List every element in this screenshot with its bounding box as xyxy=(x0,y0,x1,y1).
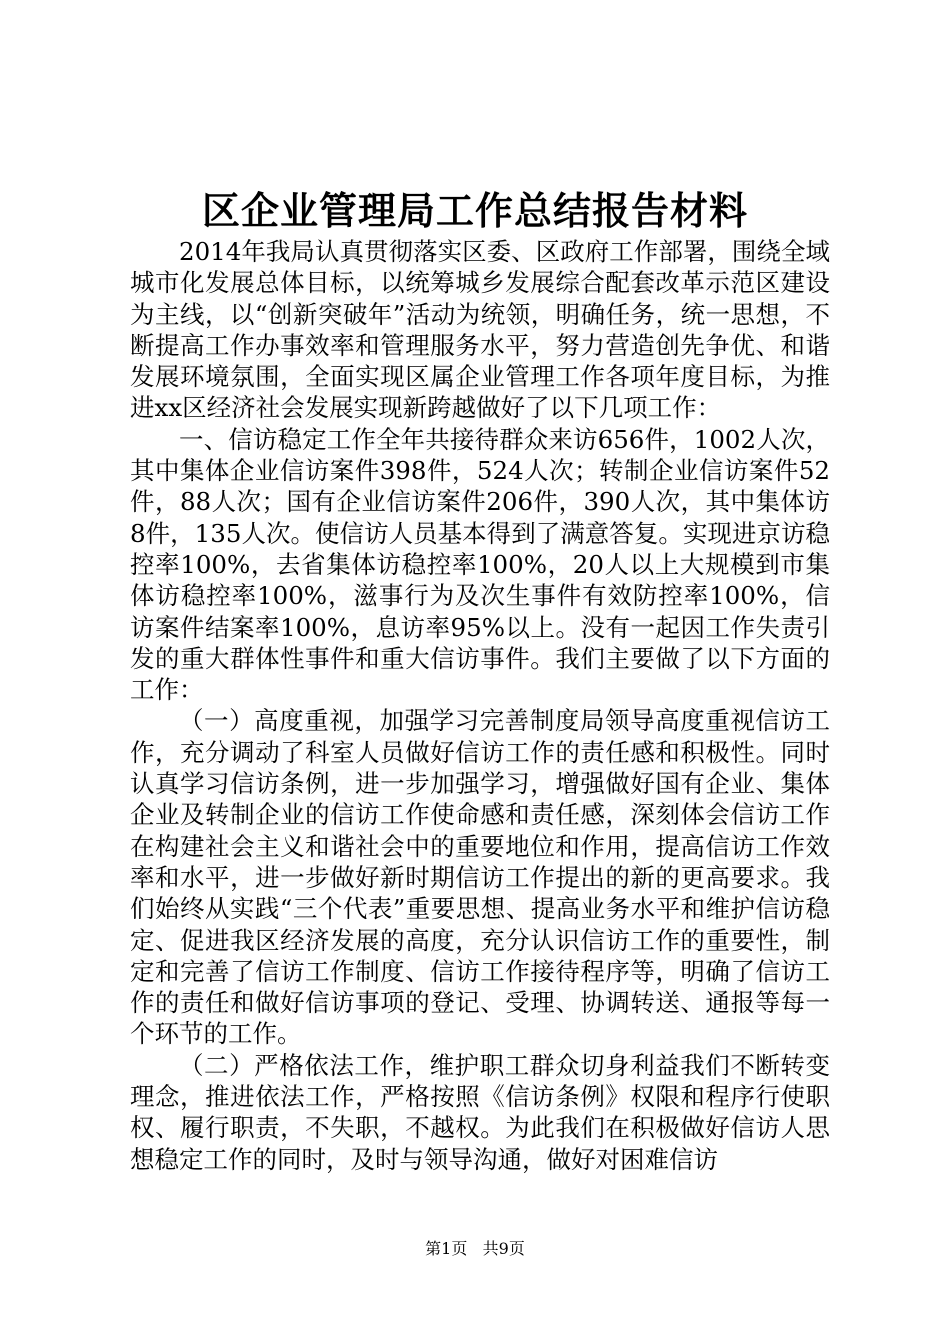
paragraph-subsection-two: （二）严格依法工作，维护职工群众切身利益我们不断转变理念，推进依法工作，严格按照《信访条例》权限和程序行使职权、履行职责，不失职，不越权。为此我们在积极做好信访人思想稳定工作的同时，及时与领导沟通，做好对困难信访 xyxy=(130,1050,830,1174)
document-title: 区企业管理局工作总结报告材料 xyxy=(201,188,748,233)
paragraph-intro: 2014年我局认真贯彻落实区委、区政府工作部署，围绕全域城市化发展总体目标，以统筹城乡发展综合配套改革示范区建设为主线，以“创新突破年”活动为统领，明确任务，统一思想，不断提高工作办事效率和管理服务水平，努力营造创先争优、和谐发展环境氛围，全面实现区属企业管理工作各项年度目标，为推进xx区经济社会发展实现新跨越做好了以下几项工作： xyxy=(130,237,830,423)
page-separator xyxy=(472,1239,477,1258)
page-number: 第1页 xyxy=(425,1239,468,1258)
total-pages: 共9页 xyxy=(482,1239,525,1258)
page-footer xyxy=(0,1238,950,1260)
document-body xyxy=(130,236,830,1175)
paragraph-subsection-one: （一）高度重视，加强学习完善制度局领导高度重视信访工作，充分调动了科室人员做好信访工作的责任感和积极性。同时认真学习信访条例，进一步加强学习，增强做好国有企业、集体企业及转制企业的信访工作使命感和责任感，深刻体会信访工作在构建社会主义和谐社会中的重要地位和作用，提高信访工作效率和水平，进一步做好新时期信访工作提出的新的更高要求。我们始终从实践“三个代表”重要思想、提高业务水平和维护信访稳定、促进我区经济发展的高度，充分认识信访工作的重要性，制定和完善了信访工作制度、信访工作接待程序等，明确了信访工作的责任和做好信访事项的登记、受理、协调转送、通报等每一个环节的工作。 xyxy=(130,706,830,1049)
paragraph-section-one: 一、信访稳定工作全年共接待群众来访656件，1002人次，其中集体企业信访案件398件，524人次；转制企业信访案件52件，88人次；国有企业信访案件206件，390人次，其中集体访8件，135人次。使信访人员基本得到了满意答复。实现进京访稳控率100%，去省集体访稳控率100%，20人以上大规模到市集体访稳控率100%，滋事行为及次生事件有效防控率100%，信访案件结案率100%，息访率95%以上。没有一起因工作失责引发的重大群体性事件和重大信访事件。我们主要做了以下方面的工作： xyxy=(130,424,830,705)
